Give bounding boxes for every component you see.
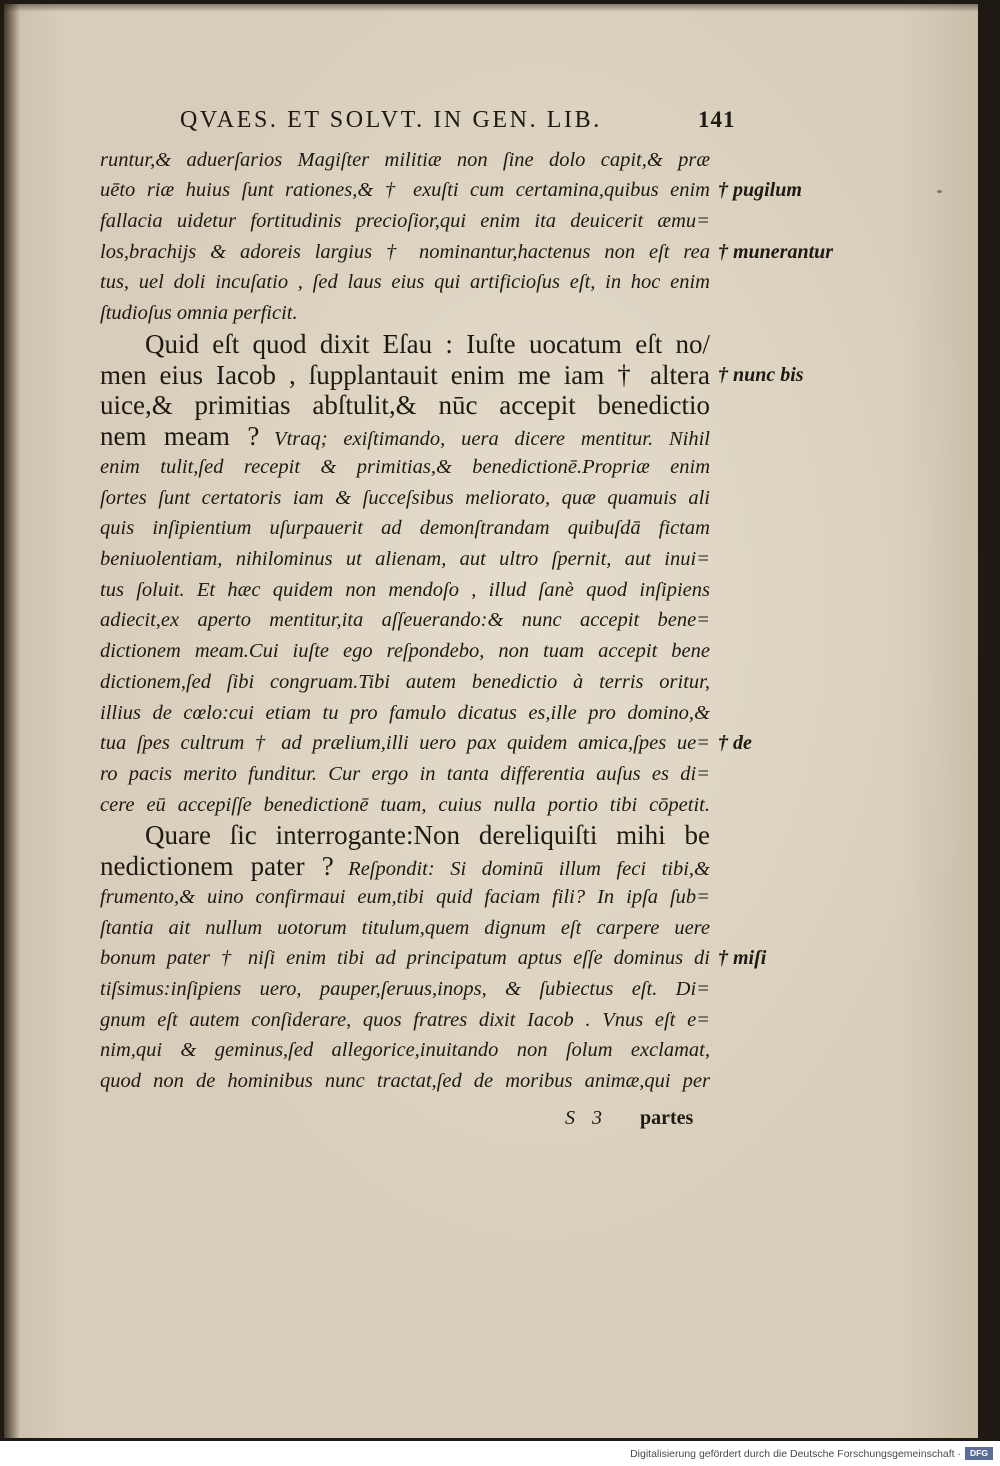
line-text: los,brachijs & adoreis largius † nominantur,hactenus non eſt rea xyxy=(100,240,710,263)
text-line xyxy=(100,974,710,1005)
line-text: dictionem meam.Cui iuſte ego reſpondebo, non tuam accepit bene xyxy=(100,640,710,663)
line-text: ſortes ſunt certatoris iam & ſucceſsibus meliorato, quæ quamuis ali xyxy=(100,486,710,509)
text-line xyxy=(100,1005,710,1036)
line-text: quod non de hominibus nunc tractat,ſed de moribus animæ,qui per xyxy=(100,1070,710,1093)
line-text: ſtantia ait nullum uotorum titulum,quem dignum eſt carpere uere xyxy=(100,916,710,939)
line-text: tiſsimus:inſipiens uero, pauper,ſeruus,inops, & ſubiectus eſt. Di= xyxy=(100,978,710,1000)
text-line xyxy=(100,267,710,298)
catchword: partes xyxy=(640,1107,694,1129)
paragraph xyxy=(100,328,804,821)
line-text: ro pacis merito funditur. Cur ergo in tanta differentia auſus es di= xyxy=(100,762,710,785)
chapter-opening-text: Quid eſt quod dixit Eſau : Iuſte uocatum eſt no/ xyxy=(145,328,710,359)
text-line xyxy=(100,605,710,636)
line-text: Reſpondit: Si dominū illum feci tibi,& xyxy=(348,858,711,881)
text-line xyxy=(100,882,710,913)
text-line xyxy=(100,359,804,391)
text-line xyxy=(100,390,710,421)
credit-text: Digitalisierung gefördert durch die Deutsche Forschungsgemeinschaft · xyxy=(630,1447,961,1460)
text-line xyxy=(100,329,710,360)
text-line xyxy=(100,206,710,237)
line-text: gnum eſt autem conſiderare, quos fratres dixit Iacob . Vnus eſt e= xyxy=(100,1008,710,1031)
text-line xyxy=(100,759,710,790)
text-line xyxy=(100,1035,710,1066)
line-text: dictionem,ſed ſibi congruam.Tibi autem benedictio à terris oritur, xyxy=(100,670,710,693)
chapter-opening-text: nem meam ? xyxy=(100,421,260,452)
text-line xyxy=(100,1066,710,1097)
text-line xyxy=(100,728,752,759)
line-text: tus, uel doli incuſatio , ſed laus eius qui artificioſus eſt, in hoc enim xyxy=(100,271,710,294)
text-line xyxy=(100,544,710,575)
paragraph xyxy=(100,145,834,329)
page-footer xyxy=(4,1102,978,1134)
text-line xyxy=(100,298,710,329)
line-text: nim,qui & geminus,ſed allegorice,inuitando non ſolum exclamat, xyxy=(100,1039,710,1062)
margin-note: † de xyxy=(718,732,752,755)
text-line xyxy=(100,636,710,667)
signature-mark: S 3 xyxy=(565,1107,608,1129)
line-text: quis inſipientium uſurpauerit ad demonſtrandam quibuſdā fictam xyxy=(100,517,710,540)
line-text: bonum pater † niſi enim tibi ad principatum aptus eſſe dominus di xyxy=(100,947,710,970)
line-text: fallacia uidetur fortitudinis precioſior,qui enim ita deuicerit æmu= xyxy=(100,210,710,233)
margin-note: † miſi xyxy=(718,947,767,970)
text-line xyxy=(100,667,710,698)
text-line xyxy=(100,913,710,944)
margin-note: † munerantur xyxy=(718,240,834,263)
text-line xyxy=(100,943,767,974)
line-text: tus ſoluit. Et hæc quidem non mendoſo , illud ſanè quod inſipiens xyxy=(100,578,710,601)
line-text: Vtraq; exiſtimando, uera dicere mentitur. Nihil xyxy=(274,428,710,451)
book-page xyxy=(4,4,978,1438)
chapter-opening-text: Quare ſic interrogante:Non dereliquiſti mihi be xyxy=(145,820,710,851)
text-line xyxy=(100,698,710,729)
text-line xyxy=(100,175,802,206)
running-head: QVAES. ET SOLVT. IN GEN. LIB. xyxy=(180,107,602,133)
line-text: beniuolentiam, nihilominus ut alienam, aut ultro ſpernit, aut inui= xyxy=(100,547,710,570)
chapter-opening-text: uice,& primitias abſtulit,& nūc accepit benedictio xyxy=(100,390,710,421)
line-text: runtur,& aduerſarios Magiſter militiæ non ſine dolo capit,& præ xyxy=(100,148,710,171)
credit-bar xyxy=(0,1441,1000,1466)
line-text: tua ſpes cultrum † ad prælium,illi uero pax quidem amica,ſpes ue= xyxy=(100,732,710,755)
text-line xyxy=(100,145,710,176)
text-line xyxy=(100,790,710,821)
line-text: adiecit,ex aperto mentitur,ita aſſeuerando:& nunc accepit bene= xyxy=(100,609,710,632)
text-line xyxy=(100,483,710,514)
line-text: ſtudioſus omnia perficit. xyxy=(100,302,298,325)
paragraph xyxy=(100,820,767,1096)
text-line xyxy=(100,820,710,851)
line-text: uēto riæ huius ſunt rationes,& † exuſti cum certamina,quibus enim xyxy=(100,179,710,202)
text-line xyxy=(100,513,710,544)
margin-note: † pugilum xyxy=(718,179,802,202)
text-line xyxy=(100,237,834,268)
text-block xyxy=(100,145,834,1097)
line-text: enim tulit,ſed recepit & primitias,& benedictionē.Propriæ enim xyxy=(100,455,710,478)
ink-spot xyxy=(937,190,942,193)
chapter-opening-text: men eius Iacob , ſupplantauit enim me iam † altera xyxy=(100,359,710,390)
text-line xyxy=(100,851,710,882)
chapter-opening-text: nedictionem pater ? xyxy=(100,851,334,882)
margin-note: † nunc bis xyxy=(718,363,804,386)
text-line xyxy=(100,421,710,452)
page-number: 141 xyxy=(698,107,736,132)
text-line xyxy=(100,452,710,483)
line-text: frumento,& uino confirmaui eum,tibi quid faciam fili? In ipſa ſub= xyxy=(100,885,710,908)
line-text: illius de cœlo:cui etiam tu pro famulo dicatus es,ille pro domino,& xyxy=(100,701,710,724)
dfg-logo: DFG xyxy=(965,1447,993,1460)
text-line xyxy=(100,575,710,606)
line-text: cere eū accepiſſe benedictionē tuam, cuius nulla portio tibi cōpetit. xyxy=(100,793,710,816)
